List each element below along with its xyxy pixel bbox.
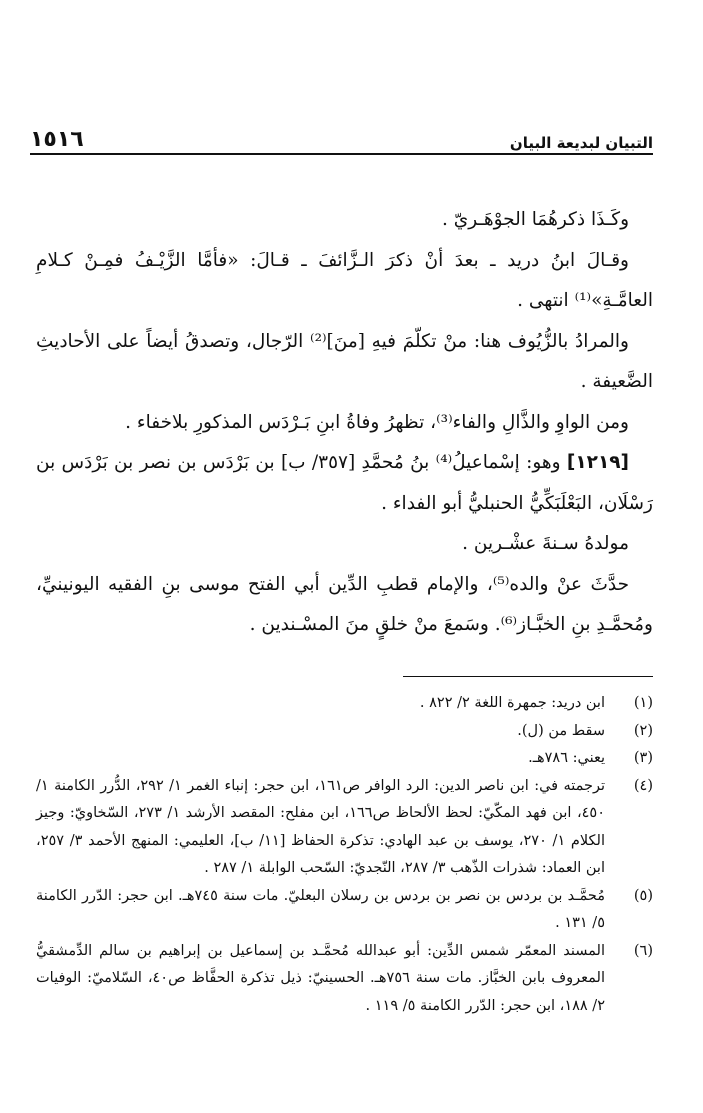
paragraph-2: وقـالَ ابنُ دريد ـ بعدَ أنْ ذكرَ الـزَّائفَ ـ قـالَ: «فأمَّا الزَّيْـفُ فمِـنْ كـلامِ العامَّـةِ»⁽¹⁾ انتهى . — [36, 249, 653, 311]
entry-text: وهو: إسْماعيلُ⁽⁴⁾ بنُ مُحمَّدِ [٣٥٧/ ب] بن بَرْدَس بن نصر بن بَرْدَس بن رَسْلَان، البَعْلَبَكِّيُّ الحنبليُّ أبو الفداء . — [36, 452, 653, 514]
footnote-5 — [36, 883, 653, 938]
footnote-text: المسند المعمّر شمس الدِّين: أبو عبدالله مُحمَّـد بن إسماعيل بن إبراهيم بن سالم الدِّمشقيُّ المعروف بابن الخبَّاز. مات سنة ٧٥٦هـ. الحسينيّ: ذيل تذكرة الحفَّاظ ص٤٠، السّلاميّ: الوفيات ٢/ ١٨٨، ابن حجر: الدّرر الكامنة ٥/ ١١٩ . — [36, 942, 606, 1014]
running-title: التبيان لبديعة البيان — [509, 134, 653, 152]
footnote-number: (٢) — [633, 722, 653, 739]
header-rule — [30, 153, 653, 155]
page-number: ١٥١٦ — [30, 127, 84, 152]
footnotes — [36, 690, 653, 1020]
footnote-text: سقط من (ل). — [517, 722, 605, 739]
footnote-number: (٤) — [633, 777, 653, 794]
footnote-text: ترجمته في: ابن ناصر الدين: الرد الوافر ص١٦١، ابن حجر: إنباء الغمر ١/ ٢٩٢، الدُّرر الكامنة ١/ ٤٥٠، ابن فهد المكّيّ: لحظ الألحاظ ص١٦٦، ابن مفلح: المقصد الأرشد ١/ ٢٧٣، السّخاويّ: وجيز الكلام ١/ ٢٧٠، يوسف بن عبد الهادي: تذكرة الحفاظ [١١/ ب]، العليمي: المنهج الأحمد ٣/ ٢٥٧، ابن العماد: شذرات الذّهب ٣/ ٢٨٧، النّجديّ: السّحب الوابلة ١/ ٢٨٧ . — [36, 777, 606, 876]
footnote-text: يعني: ٧٨٦هـ. — [528, 750, 605, 766]
footnote-2 — [36, 718, 653, 746]
footnote-1 — [36, 690, 653, 718]
footnote-text: مُحمَّـد بن بردس بن نصر بن بردس بن رسلان البعليّ. مات سنة ٧٤٥هـ. ابن حجر: الدّرر الكامنة ٥/ ١٣١ . — [36, 887, 605, 931]
footnote-separator — [403, 676, 653, 677]
main-text — [36, 200, 653, 646]
paragraph-1: وكَـذَا ذكرهُمَا الجوْهَـريّ . — [441, 209, 629, 230]
footnote-text: ابن دريد: جمهرة اللغة ٢/ ٨٢٢ . — [419, 695, 605, 711]
paragraph-7: حدَّثَ عنْ والده⁽⁵⁾، والإمام قطبِ الدِّين أبي الفتح موسى بنِ الفقيه اليونينيِّ، ومُحمَّـدِ بنِ الخبَّـاز⁽⁶⁾. وسَمعَ منْ خلقٍ منَ المسْـندين . — [36, 573, 653, 635]
footnote-number: (٥) — [633, 887, 653, 904]
entry-number: [١٢١٩] — [566, 452, 629, 473]
paragraph-entry — [36, 443, 653, 524]
paragraph-6: مولدهُ سـنةَ عشْـرين . — [462, 533, 629, 554]
footnote-4 — [36, 773, 653, 883]
footnote-number: (١) — [633, 695, 653, 711]
page-header — [30, 112, 653, 152]
paragraph-4: ومن الواوِ والذَّالِ والفاء⁽³⁾، تظهرُ وفاةُ ابنِ بَـرْدَس المذكورِ بلاخفاء . — [125, 411, 629, 433]
footnote-number: (٣) — [633, 750, 653, 766]
footnote-6 — [36, 938, 653, 1021]
footnote-3 — [36, 745, 653, 773]
footnote-number: (٦) — [633, 942, 653, 959]
paragraph-3: والمرادُ بالزُّيُوف هنا: منْ تكلّمَ فيهِ [منَ]⁽²⁾ الرّجال، وتصدقُ أيضاً على الأحاديثِ الضَّعيفة . — [36, 330, 653, 392]
